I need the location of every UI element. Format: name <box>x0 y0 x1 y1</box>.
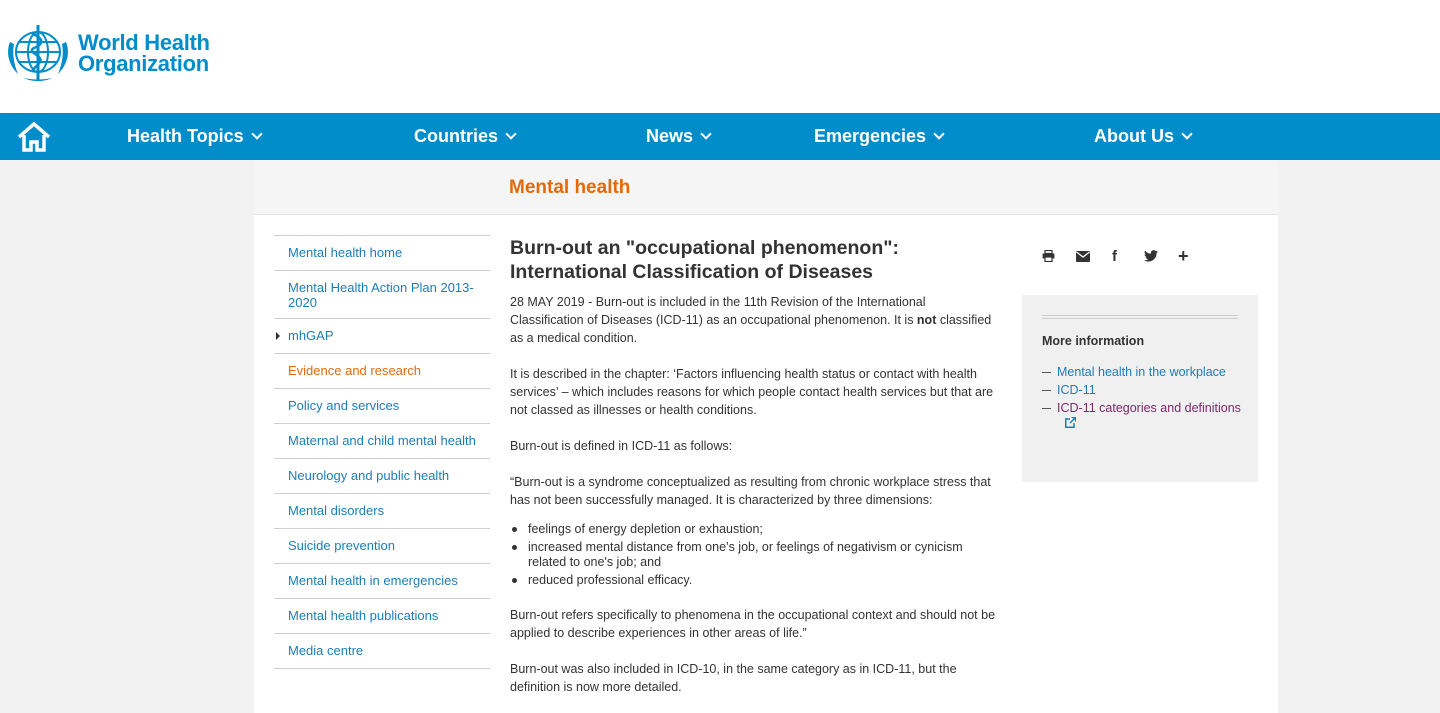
link-icd-11-categories[interactable] <box>1042 401 1242 431</box>
section-header <box>254 160 1278 215</box>
nav-about-us[interactable] <box>1094 113 1191 160</box>
home-icon <box>17 122 51 152</box>
plus-icon: + <box>1178 245 1189 266</box>
sidebar-item-label: Mental health in emergencies <box>288 573 458 588</box>
sidebar-item-label: mhGAP <box>288 328 334 343</box>
sidebar-nav <box>274 235 490 669</box>
who-logo[interactable] <box>4 22 210 84</box>
who-emblem-icon <box>4 22 72 84</box>
section-title[interactable]: Mental health <box>509 177 631 198</box>
more-information-list <box>1042 365 1242 434</box>
sidebar-item-maternal-child[interactable] <box>274 424 490 459</box>
article-paragraph-1 <box>510 293 1002 347</box>
sidebar-item-label: Media centre <box>288 643 364 658</box>
logo-text-line2: Organization <box>78 51 209 76</box>
caret-right-icon <box>276 332 280 340</box>
facebook-button[interactable] <box>1110 246 1144 266</box>
link-mental-health-workplace[interactable]: Mental health in the workplace <box>1042 365 1242 380</box>
article-p1-text-end: classified as a medical condition. <box>510 313 992 345</box>
sidebar-item-policy-services[interactable] <box>274 389 490 424</box>
sidebar-item-mhgap[interactable] <box>274 319 490 354</box>
sidebar-item-suicide-prevention[interactable] <box>274 529 490 564</box>
sidebar-item-evidence-research[interactable] <box>274 354 490 389</box>
nav-countries-label: Countries <box>414 126 499 146</box>
sidebar-item-media-centre[interactable] <box>274 634 490 669</box>
site-header <box>0 0 1440 113</box>
print-button[interactable] <box>1042 246 1076 266</box>
sidebar-item-label: Evidence and research <box>288 363 421 378</box>
sidebar-item-label: Mental Health Action Plan 2013-2020 <box>288 280 474 310</box>
sidebar-item-mental-disorders[interactable] <box>274 494 490 529</box>
article-title: Burn-out an "occupational phenomenon": International Classification of Diseases <box>510 237 899 283</box>
nav-emergencies-label: Emergencies <box>814 126 927 146</box>
link-icd-11-categories-label: ICD-11 categories and definitions <box>1057 401 1241 415</box>
sidebar-item-mental-health-home[interactable] <box>274 236 490 271</box>
logo-text <box>78 32 210 74</box>
article <box>510 236 1002 713</box>
nav-home-button[interactable] <box>17 122 51 152</box>
sidebar-item-emergencies[interactable] <box>274 564 490 599</box>
article-paragraph-5: Burn-out refers specifically to phenomena in the occupational context and should not be applied to describe experiences in other areas of life.” <box>510 608 996 640</box>
more-information-title: More information <box>1042 334 1145 348</box>
nav-news-label: News <box>646 126 694 146</box>
article-paragraph-2: It is described in the chapter: ‘Factors influencing health status or contact with health services’ – which includes reasons for which people contact health services but that are not classed as illnesses or health conditions. <box>510 367 994 417</box>
nav-health-topics-label: Health Topics <box>127 126 244 146</box>
sidebar-item-neurology[interactable] <box>274 459 490 494</box>
logo-text-line1: World Health <box>78 30 210 55</box>
nav-about-us-label: About Us <box>1094 126 1174 146</box>
sidebar-item-label: Mental health publications <box>288 608 439 623</box>
divider <box>1042 315 1238 319</box>
sidebar-item-publications[interactable] <box>274 599 490 634</box>
nav-countries[interactable] <box>414 113 515 160</box>
article-bullet: increased mental distance from one’s job, or feelings of negativism or cynicism related to one's job; and <box>510 540 1002 570</box>
main-nav <box>0 113 1440 160</box>
article-paragraph-6: Burn-out was also included in ICD-10, in the same category as in ICD-11, but the definition is now more detailed. <box>510 662 957 694</box>
more-information-box <box>1022 295 1258 482</box>
article-p1-text: - Burn-out is included in the 11th Revision of the International Classification of Diseases (ICD-11) as an occupational phenomenon. It is <box>510 295 926 327</box>
content-panel <box>254 160 1278 713</box>
sidebar-item-action-plan[interactable] <box>274 271 490 319</box>
nav-emergencies[interactable] <box>814 113 943 160</box>
sidebar-item-label: Maternal and child mental health <box>288 433 476 448</box>
print-icon <box>1042 250 1055 262</box>
chevron-down-icon <box>700 128 711 139</box>
twitter-button[interactable] <box>1144 246 1178 266</box>
article-bullet: feelings of energy depletion or exhaustion; <box>510 522 1002 537</box>
sidebar-item-label: Neurology and public health <box>288 468 450 483</box>
external-link-icon <box>1065 417 1076 428</box>
twitter-icon <box>1144 250 1158 262</box>
nav-health-topics[interactable] <box>127 113 261 160</box>
sidebar-item-label: Suicide prevention <box>288 538 395 553</box>
nav-news[interactable] <box>646 113 710 160</box>
link-icd-11[interactable]: ICD-11 <box>1042 383 1242 398</box>
facebook-icon: f <box>1112 247 1117 265</box>
share-toolbar <box>1042 246 1212 266</box>
article-bullet: reduced professional efficacy. <box>510 573 1002 588</box>
sidebar-item-label: Policy and services <box>288 398 400 413</box>
article-paragraph-4: “Burn-out is a syndrome conceptualized as resulting from chronic workplace stress that has not been successfully managed. It is characterized by three dimensions: <box>510 475 991 507</box>
article-bullet-list <box>510 522 1002 588</box>
sidebar-item-label: Mental disorders <box>288 503 385 518</box>
article-paragraph-3: Burn-out is defined in ICD-11 as follows: <box>510 439 733 453</box>
sidebar-item-label: Mental health home <box>288 245 403 260</box>
article-p1-bold: not <box>916 313 937 327</box>
chevron-down-icon <box>1181 128 1192 139</box>
more-share-button[interactable] <box>1178 246 1212 266</box>
chevron-down-icon <box>505 128 516 139</box>
chevron-down-icon <box>251 128 262 139</box>
email-icon <box>1076 251 1090 262</box>
article-date: 28 MAY 2019 <box>510 295 585 309</box>
chevron-down-icon <box>933 128 944 139</box>
email-button[interactable] <box>1076 246 1110 266</box>
